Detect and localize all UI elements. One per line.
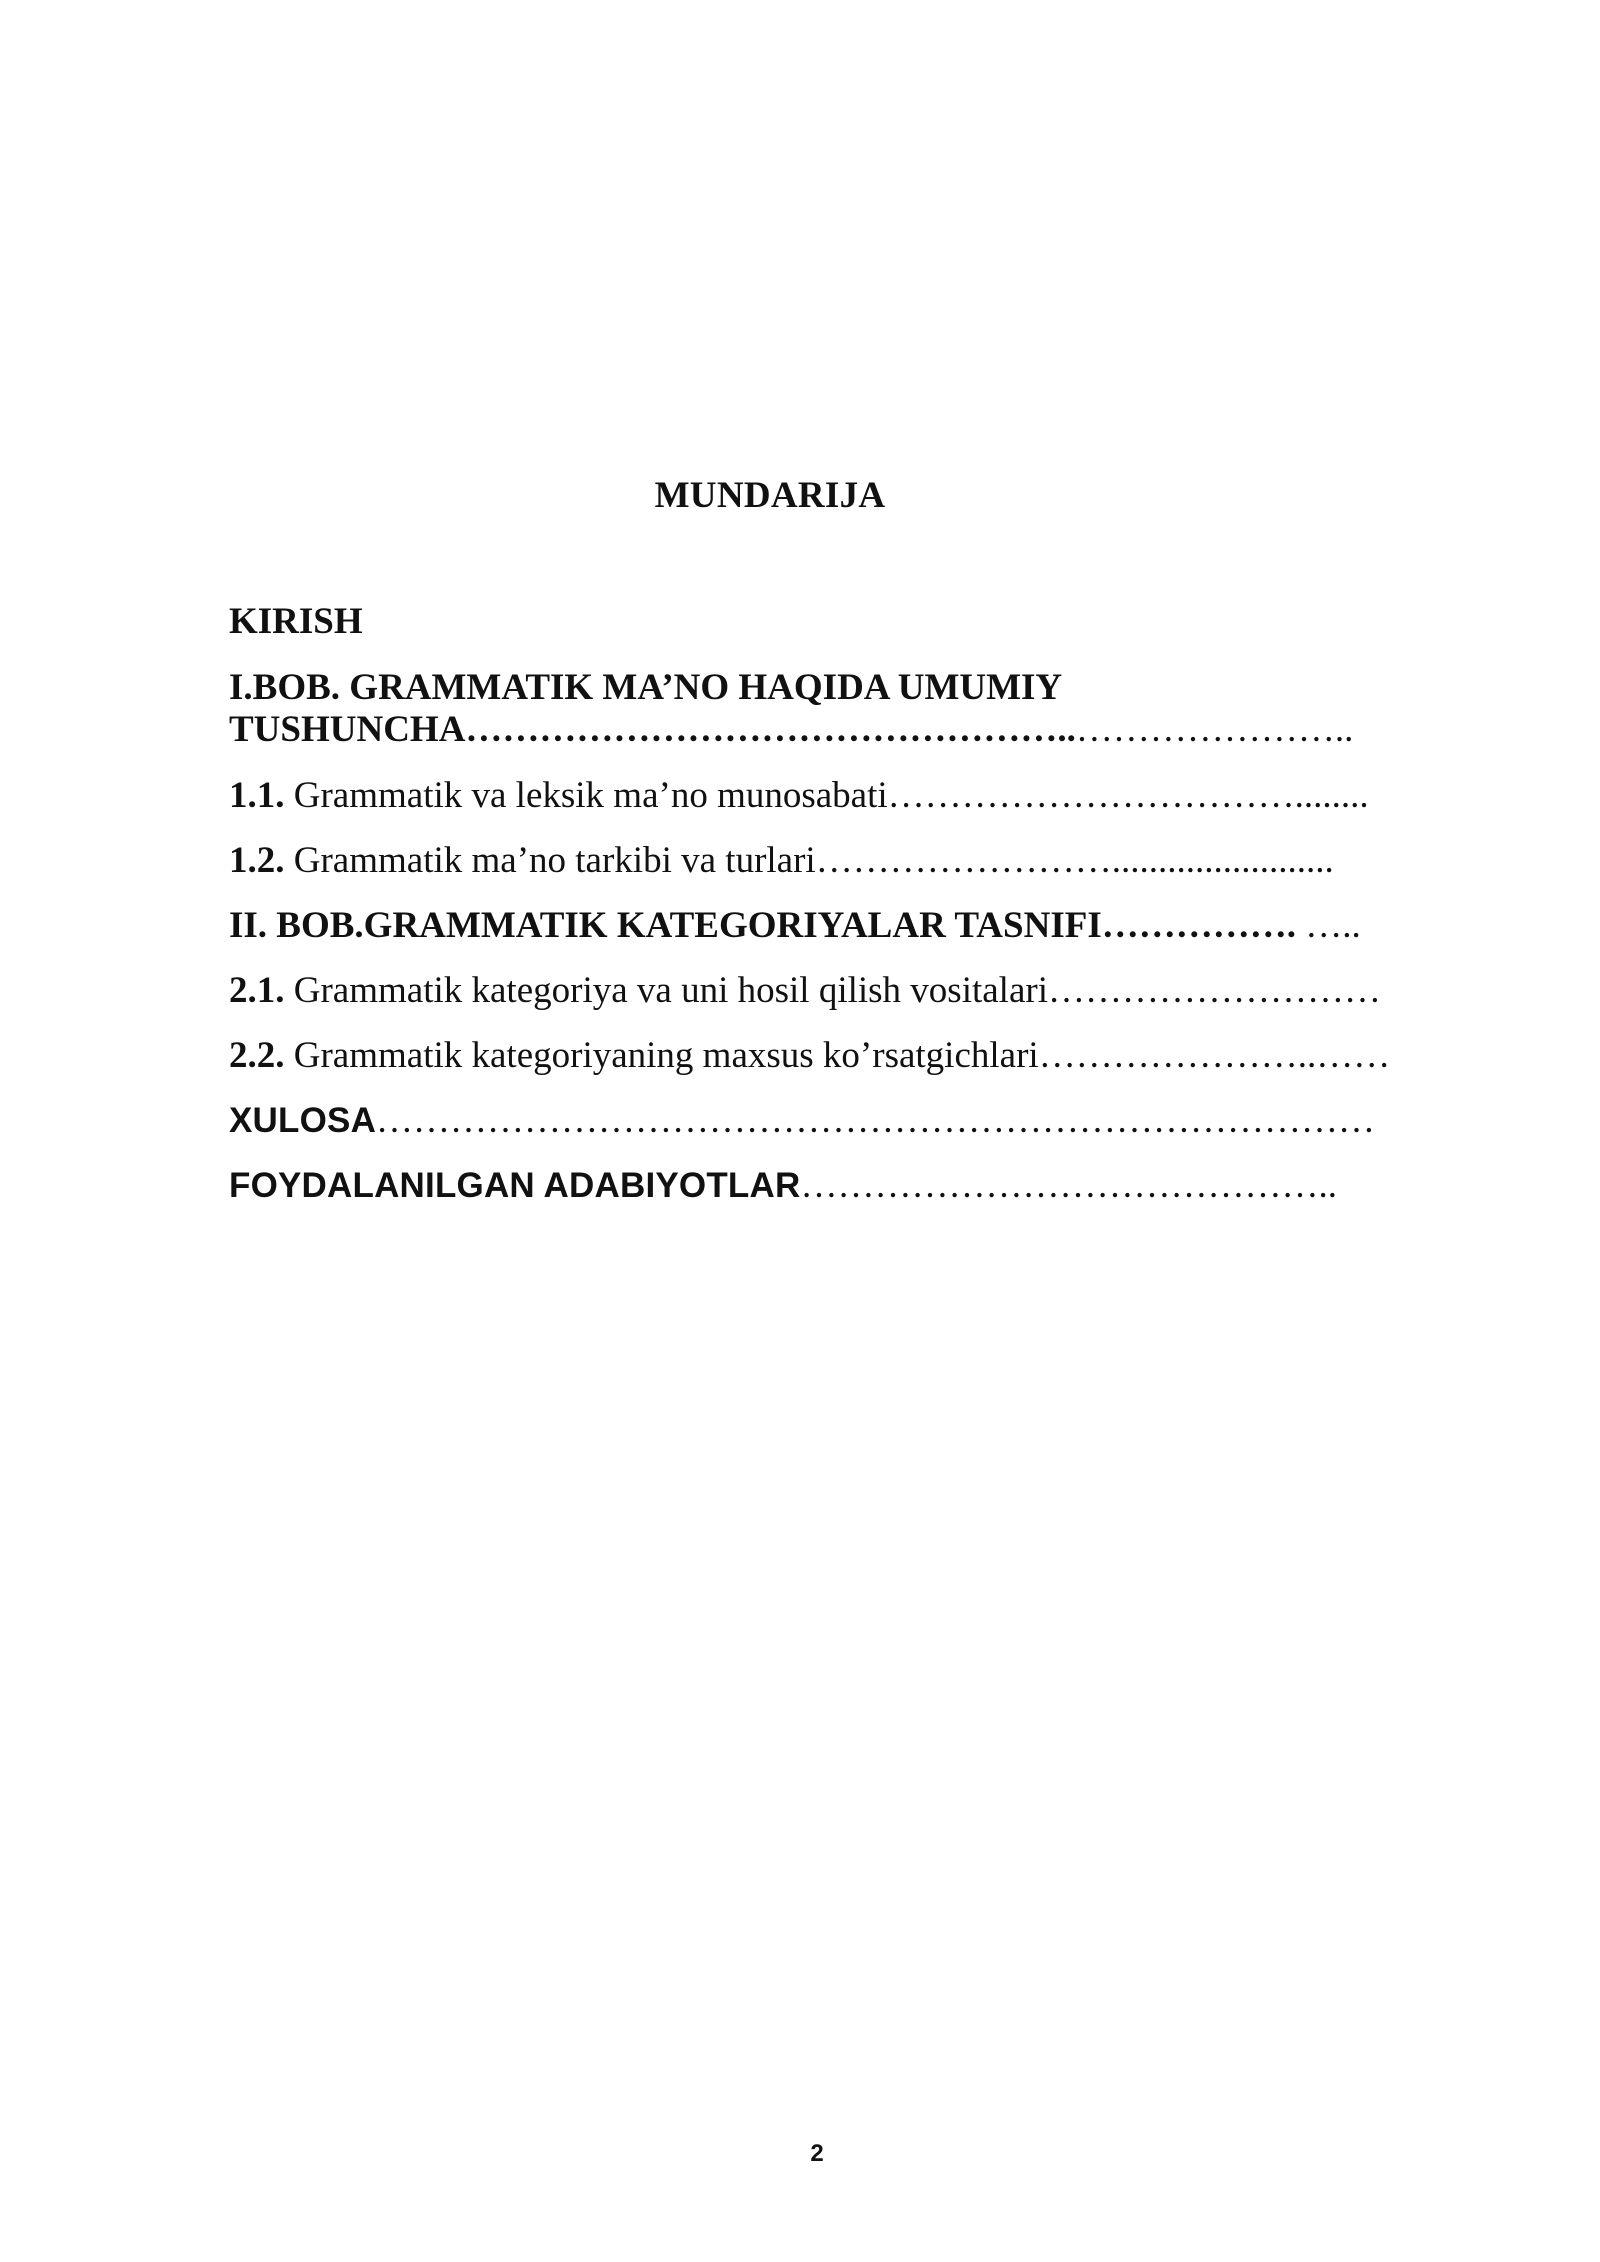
toc-entry-number: 1.2. <box>229 840 285 881</box>
toc-entry-bob2 <box>229 904 1361 948</box>
toc-entry-label: KIRISH <box>229 601 363 642</box>
page-title: MUNDARIJA <box>654 475 886 516</box>
toc-entry-label: FOYDALANILGAN ADABIYOTLAR <box>229 1166 801 1205</box>
toc-entry-label: XULOSA <box>229 1101 377 1140</box>
toc-leader-dots: ……………………… <box>1048 970 1381 1011</box>
toc-leader-dots: ……………………………………………………………………… <box>376 1100 1376 1141</box>
toc-leader-dots: ……………………………........ <box>887 775 1369 816</box>
toc-leader-dots: ………………………………………….. <box>465 709 1076 750</box>
toc-entry-bob1-line1 <box>229 666 1062 710</box>
toc-entry-label: Grammatik ma’no tarkibi va turlari <box>284 840 816 881</box>
toc-entry-adabiyotlar <box>229 1164 1337 1208</box>
toc-entry-number: 2.1. <box>229 970 285 1011</box>
toc-entry-1-2 <box>229 839 1334 883</box>
toc-entry-number: 2.2. <box>229 1035 285 1076</box>
toc-leader-dots: ……………. <box>1101 905 1296 946</box>
toc-entry-bob1-line2 <box>229 708 1353 752</box>
toc-entry-label: Grammatik kategoriya va uni hosil qilish vositalari <box>284 970 1048 1011</box>
toc-entry-label: I.BOB. GRAMMATIK MA’NO HAQIDA UMUMIY <box>229 667 1063 708</box>
toc-entry-2-1 <box>229 969 1381 1013</box>
toc-leader-dots: ….. <box>1295 905 1361 946</box>
toc-leader-dots: ……………………........................ <box>815 840 1334 881</box>
toc-entry-label: Grammatik kategoriyaning maxsus ko’rsatgichlari <box>284 1035 1039 1076</box>
toc-entry-label: Grammatik va leksik ma’no munosabati <box>284 775 888 816</box>
toc-leader-dots: ………………….. <box>1075 709 1354 750</box>
page-number: 2 <box>810 2140 824 2167</box>
toc-entry-kirish <box>229 600 363 644</box>
toc-entry-1-1 <box>229 774 1369 818</box>
toc-entry-label: II. BOB.GRAMMATIK KATEGORIYALAR TASNIFI <box>229 905 1102 946</box>
toc-entry-label: TUSHUNCHA <box>229 709 466 750</box>
toc-leader-dots: …………………..…… <box>1038 1035 1391 1076</box>
toc-leader-dots: …………………………………….. <box>800 1165 1337 1206</box>
toc-entry-xulosa <box>229 1099 1375 1143</box>
toc-entry-number: 1.1. <box>229 775 285 816</box>
toc-entry-2-2 <box>229 1034 1390 1078</box>
